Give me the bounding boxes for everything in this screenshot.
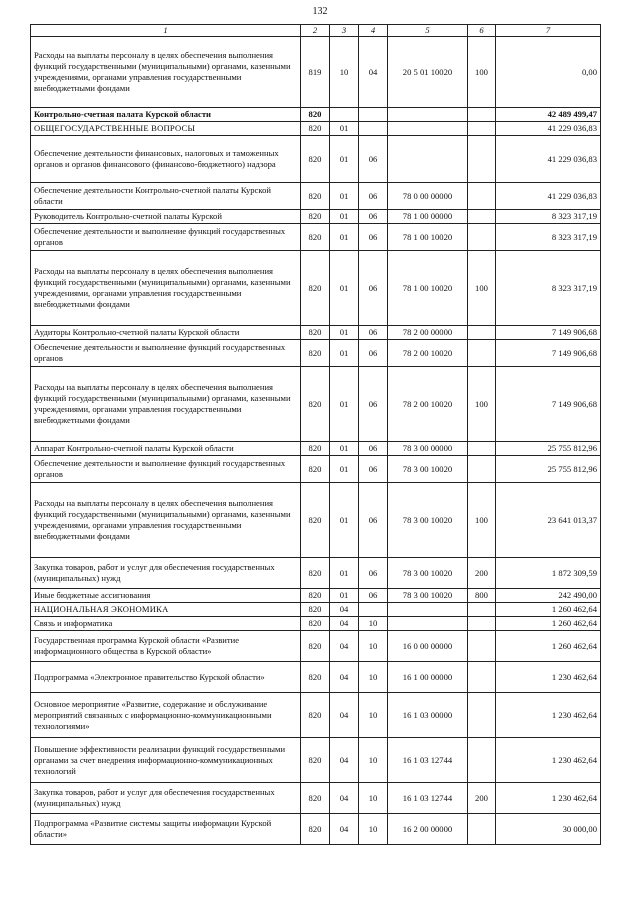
row-section-cell: 04 — [330, 631, 359, 662]
header-cell: 3 — [330, 25, 359, 37]
table-row — [31, 483, 601, 558]
row-controller-cell: 820 — [301, 693, 330, 738]
row-subsection-cell: 10 — [359, 693, 388, 738]
row-target-item-cell: 78 2 00 10020 — [388, 367, 468, 442]
row-controller-cell: 820 — [301, 631, 330, 662]
row-amount-cell: 7 149 906,68 — [496, 326, 601, 340]
table-row — [31, 183, 601, 210]
row-subsection-cell: 06 — [359, 367, 388, 442]
row-amount-cell: 8 323 317,19 — [496, 251, 601, 326]
row-amount-cell: 42 489 499,47 — [496, 108, 601, 122]
row-amount-cell: 23 641 013,37 — [496, 483, 601, 558]
row-expense-type-cell — [468, 326, 496, 340]
table-row — [31, 617, 601, 631]
row-amount-cell: 1 230 462,64 — [496, 738, 601, 783]
row-amount-cell: 25 755 812,96 — [496, 456, 601, 483]
row-expense-type-cell — [468, 183, 496, 210]
row-expense-type-cell — [468, 122, 496, 136]
row-amount-cell: 1 230 462,64 — [496, 783, 601, 814]
row-target-item-cell: 78 1 00 00000 — [388, 210, 468, 224]
row-amount-cell: 0,00 — [496, 37, 601, 108]
row-amount-cell: 1 260 462,64 — [496, 631, 601, 662]
row-amount-cell: 30 000,00 — [496, 814, 601, 845]
row-section-cell: 01 — [330, 456, 359, 483]
row-expense-type-cell — [468, 456, 496, 483]
row-name-cell: Аудиторы Контрольно-счетной палаты Курской области — [31, 326, 301, 340]
header-cell: 5 — [388, 25, 468, 37]
header-cell: 7 — [496, 25, 601, 37]
row-target-item-cell: 16 1 03 00000 — [388, 693, 468, 738]
row-section-cell: 04 — [330, 814, 359, 845]
row-section-cell: 04 — [330, 662, 359, 693]
row-target-item-cell: 78 3 00 10020 — [388, 483, 468, 558]
row-name-cell: Расходы на выплаты персоналу в целях обеспечения выполнения функций государственными (муниципальными) органами, казенными учреждениями, органами управления государственными внебюджетными фондами — [31, 483, 301, 558]
row-expense-type-cell — [468, 210, 496, 224]
row-subsection-cell: 10 — [359, 662, 388, 693]
row-name-cell: Расходы на выплаты персоналу в целях обеспечения выполнения функций государственными (муниципальными) органами, казенными учреждениями, органами управления государственными внебюджетными фондами — [31, 37, 301, 108]
row-section-cell: 01 — [330, 558, 359, 589]
row-controller-cell: 820 — [301, 210, 330, 224]
row-amount-cell: 242 490,00 — [496, 589, 601, 603]
row-amount-cell: 41 229 036,83 — [496, 122, 601, 136]
row-target-item-cell: 78 3 00 10020 — [388, 456, 468, 483]
table-row — [31, 456, 601, 483]
row-expense-type-cell — [468, 340, 496, 367]
row-name-cell: ОБЩЕГОСУДАРСТВЕННЫЕ ВОПРОСЫ — [31, 122, 301, 136]
row-section-cell: 01 — [330, 483, 359, 558]
row-expense-type-cell: 100 — [468, 367, 496, 442]
row-name-cell: Связь и информатика — [31, 617, 301, 631]
row-name-cell: Обеспечение деятельности и выполнение функций государственных органов — [31, 456, 301, 483]
table-row — [31, 340, 601, 367]
row-expense-type-cell — [468, 693, 496, 738]
row-name-cell: Контрольно-счетная палата Курской области — [31, 108, 301, 122]
row-amount-cell: 7 149 906,68 — [496, 367, 601, 442]
row-section-cell: 01 — [330, 122, 359, 136]
table-row — [31, 603, 601, 617]
table-row — [31, 367, 601, 442]
row-section-cell — [330, 108, 359, 122]
row-controller-cell: 820 — [301, 589, 330, 603]
row-subsection-cell: 06 — [359, 251, 388, 326]
row-controller-cell: 820 — [301, 251, 330, 326]
row-subsection-cell — [359, 122, 388, 136]
row-amount-cell: 1 230 462,64 — [496, 662, 601, 693]
row-controller-cell: 820 — [301, 224, 330, 251]
row-amount-cell: 8 323 317,19 — [496, 210, 601, 224]
row-controller-cell: 820 — [301, 814, 330, 845]
table-row — [31, 558, 601, 589]
row-section-cell: 04 — [330, 738, 359, 783]
row-subsection-cell: 06 — [359, 558, 388, 589]
row-expense-type-cell — [468, 108, 496, 122]
header-cell: 1 — [31, 25, 301, 37]
row-subsection-cell: 10 — [359, 617, 388, 631]
row-target-item-cell: 16 2 00 00000 — [388, 814, 468, 845]
row-target-item-cell: 78 3 00 10020 — [388, 558, 468, 589]
row-controller-cell: 819 — [301, 37, 330, 108]
row-expense-type-cell — [468, 224, 496, 251]
row-name-cell: Повышение эффективности реализации функций государственными органами за счет внедрения информационно-коммуникационных технологий — [31, 738, 301, 783]
table-row — [31, 37, 601, 108]
row-amount-cell: 25 755 812,96 — [496, 442, 601, 456]
budget-table — [30, 24, 601, 845]
row-controller-cell: 820 — [301, 136, 330, 183]
row-section-cell: 01 — [330, 326, 359, 340]
row-section-cell: 01 — [330, 224, 359, 251]
row-expense-type-cell — [468, 738, 496, 783]
table-row — [31, 631, 601, 662]
row-target-item-cell: 16 1 03 12744 — [388, 738, 468, 783]
row-controller-cell: 820 — [301, 738, 330, 783]
row-expense-type-cell — [468, 603, 496, 617]
row-expense-type-cell: 200 — [468, 783, 496, 814]
header-cell: 2 — [301, 25, 330, 37]
row-controller-cell: 820 — [301, 662, 330, 693]
row-target-item-cell: 16 1 00 00000 — [388, 662, 468, 693]
row-expense-type-cell: 800 — [468, 589, 496, 603]
row-section-cell: 10 — [330, 37, 359, 108]
row-name-cell: Обеспечение деятельности Контрольно-счетной палаты Курской области — [31, 183, 301, 210]
row-controller-cell: 820 — [301, 617, 330, 631]
row-expense-type-cell: 200 — [468, 558, 496, 589]
row-section-cell: 01 — [330, 340, 359, 367]
row-target-item-cell — [388, 122, 468, 136]
row-controller-cell: 820 — [301, 483, 330, 558]
table-row — [31, 326, 601, 340]
table-row — [31, 589, 601, 603]
row-controller-cell: 820 — [301, 558, 330, 589]
table-row — [31, 693, 601, 738]
row-section-cell: 01 — [330, 183, 359, 210]
row-amount-cell: 41 229 036,83 — [496, 136, 601, 183]
table-row — [31, 210, 601, 224]
row-target-item-cell: 78 0 00 00000 — [388, 183, 468, 210]
row-target-item-cell: 78 1 00 10020 — [388, 224, 468, 251]
row-subsection-cell: 06 — [359, 224, 388, 251]
row-section-cell: 04 — [330, 783, 359, 814]
row-target-item-cell — [388, 603, 468, 617]
row-subsection-cell: 10 — [359, 738, 388, 783]
row-target-item-cell: 78 2 00 10020 — [388, 340, 468, 367]
row-amount-cell: 1 230 462,64 — [496, 693, 601, 738]
row-name-cell: Закупка товаров, работ и услуг для обеспечения государственных (муниципальных) нужд — [31, 558, 301, 589]
row-name-cell: Обеспечение деятельности и выполнение функций государственных органов — [31, 340, 301, 367]
row-name-cell: НАЦИОНАЛЬНАЯ ЭКОНОМИКА — [31, 603, 301, 617]
row-subsection-cell: 06 — [359, 589, 388, 603]
row-name-cell: Обеспечение деятельности финансовых, налоговых и таможенных органов и органов финансового (финансово-бюджетного) надзора — [31, 136, 301, 183]
row-controller-cell: 820 — [301, 603, 330, 617]
row-section-cell: 01 — [330, 442, 359, 456]
row-target-item-cell: 20 5 01 10020 — [388, 37, 468, 108]
row-amount-cell: 7 149 906,68 — [496, 340, 601, 367]
row-amount-cell: 41 229 036,83 — [496, 183, 601, 210]
row-target-item-cell — [388, 617, 468, 631]
table-row — [31, 108, 601, 122]
table-row — [31, 251, 601, 326]
row-expense-type-cell: 100 — [468, 251, 496, 326]
row-name-cell: Подпрограмма «Электронное правительство Курской области» — [31, 662, 301, 693]
row-subsection-cell: 06 — [359, 483, 388, 558]
row-controller-cell: 820 — [301, 183, 330, 210]
table-row — [31, 224, 601, 251]
row-target-item-cell — [388, 108, 468, 122]
row-name-cell: Основное мероприятие «Развитие, содержание и обслуживание мероприятий связанных с информационно-коммуникационными технологиями» — [31, 693, 301, 738]
row-controller-cell: 820 — [301, 456, 330, 483]
row-section-cell: 01 — [330, 251, 359, 326]
row-section-cell: 04 — [330, 693, 359, 738]
row-subsection-cell: 06 — [359, 136, 388, 183]
row-controller-cell: 820 — [301, 326, 330, 340]
row-expense-type-cell: 100 — [468, 37, 496, 108]
row-controller-cell: 820 — [301, 108, 330, 122]
row-controller-cell: 820 — [301, 367, 330, 442]
table-row — [31, 442, 601, 456]
row-section-cell: 01 — [330, 136, 359, 183]
row-name-cell: Аппарат Контрольно-счетной палаты Курской области — [31, 442, 301, 456]
row-name-cell: Подпрограмма «Развитие системы защиты информации Курской области» — [31, 814, 301, 845]
row-subsection-cell: 06 — [359, 456, 388, 483]
row-section-cell: 01 — [330, 210, 359, 224]
row-subsection-cell: 10 — [359, 631, 388, 662]
row-section-cell: 04 — [330, 617, 359, 631]
row-expense-type-cell — [468, 631, 496, 662]
row-subsection-cell: 06 — [359, 326, 388, 340]
row-amount-cell: 1 260 462,64 — [496, 617, 601, 631]
row-controller-cell: 820 — [301, 122, 330, 136]
row-name-cell: Закупка товаров, работ и услуг для обеспечения государственных (муниципальных) нужд — [31, 783, 301, 814]
table-row — [31, 122, 601, 136]
row-section-cell: 04 — [330, 603, 359, 617]
row-expense-type-cell: 100 — [468, 483, 496, 558]
row-amount-cell: 1 260 462,64 — [496, 603, 601, 617]
table-row — [31, 738, 601, 783]
row-target-item-cell — [388, 136, 468, 183]
row-controller-cell: 820 — [301, 442, 330, 456]
row-name-cell: Руководитель Контрольно-счетной палаты Курской — [31, 210, 301, 224]
row-amount-cell: 8 323 317,19 — [496, 224, 601, 251]
row-target-item-cell: 16 1 03 12744 — [388, 783, 468, 814]
row-name-cell: Государственная программа Курской области «Развитие информационного общества в Курской области» — [31, 631, 301, 662]
row-expense-type-cell — [468, 814, 496, 845]
row-subsection-cell — [359, 603, 388, 617]
column-number-header — [31, 25, 601, 37]
row-target-item-cell: 78 3 00 10020 — [388, 589, 468, 603]
row-controller-cell: 820 — [301, 783, 330, 814]
row-expense-type-cell — [468, 442, 496, 456]
row-subsection-cell: 06 — [359, 210, 388, 224]
row-name-cell: Обеспечение деятельности и выполнение функций государственных органов — [31, 224, 301, 251]
row-subsection-cell: 06 — [359, 340, 388, 367]
page-number: 132 — [312, 6, 328, 17]
row-section-cell: 01 — [330, 589, 359, 603]
row-name-cell: Иные бюджетные ассигнования — [31, 589, 301, 603]
row-subsection-cell: 10 — [359, 814, 388, 845]
row-target-item-cell: 78 1 00 10020 — [388, 251, 468, 326]
table-row — [31, 136, 601, 183]
row-target-item-cell: 16 0 00 00000 — [388, 631, 468, 662]
row-subsection-cell — [359, 108, 388, 122]
row-subsection-cell: 10 — [359, 783, 388, 814]
table-row — [31, 783, 601, 814]
row-expense-type-cell — [468, 617, 496, 631]
header-cell: 6 — [468, 25, 496, 37]
row-controller-cell: 820 — [301, 340, 330, 367]
row-subsection-cell: 06 — [359, 442, 388, 456]
row-expense-type-cell — [468, 662, 496, 693]
table-row — [31, 814, 601, 845]
row-expense-type-cell — [468, 136, 496, 183]
row-subsection-cell: 06 — [359, 183, 388, 210]
row-subsection-cell: 04 — [359, 37, 388, 108]
row-name-cell: Расходы на выплаты персоналу в целях обеспечения выполнения функций государственными (муниципальными) органами, казенными учреждениями, органами управления государственными внебюджетными фондами — [31, 367, 301, 442]
row-section-cell: 01 — [330, 367, 359, 442]
table-row — [31, 662, 601, 693]
row-name-cell: Расходы на выплаты персоналу в целях обеспечения выполнения функций государственными (муниципальными) органами, казенными учреждениями, органами управления государственными внебюджетными фондами — [31, 251, 301, 326]
row-amount-cell: 1 872 309,59 — [496, 558, 601, 589]
header-cell: 4 — [359, 25, 388, 37]
row-target-item-cell: 78 2 00 00000 — [388, 326, 468, 340]
row-target-item-cell: 78 3 00 00000 — [388, 442, 468, 456]
